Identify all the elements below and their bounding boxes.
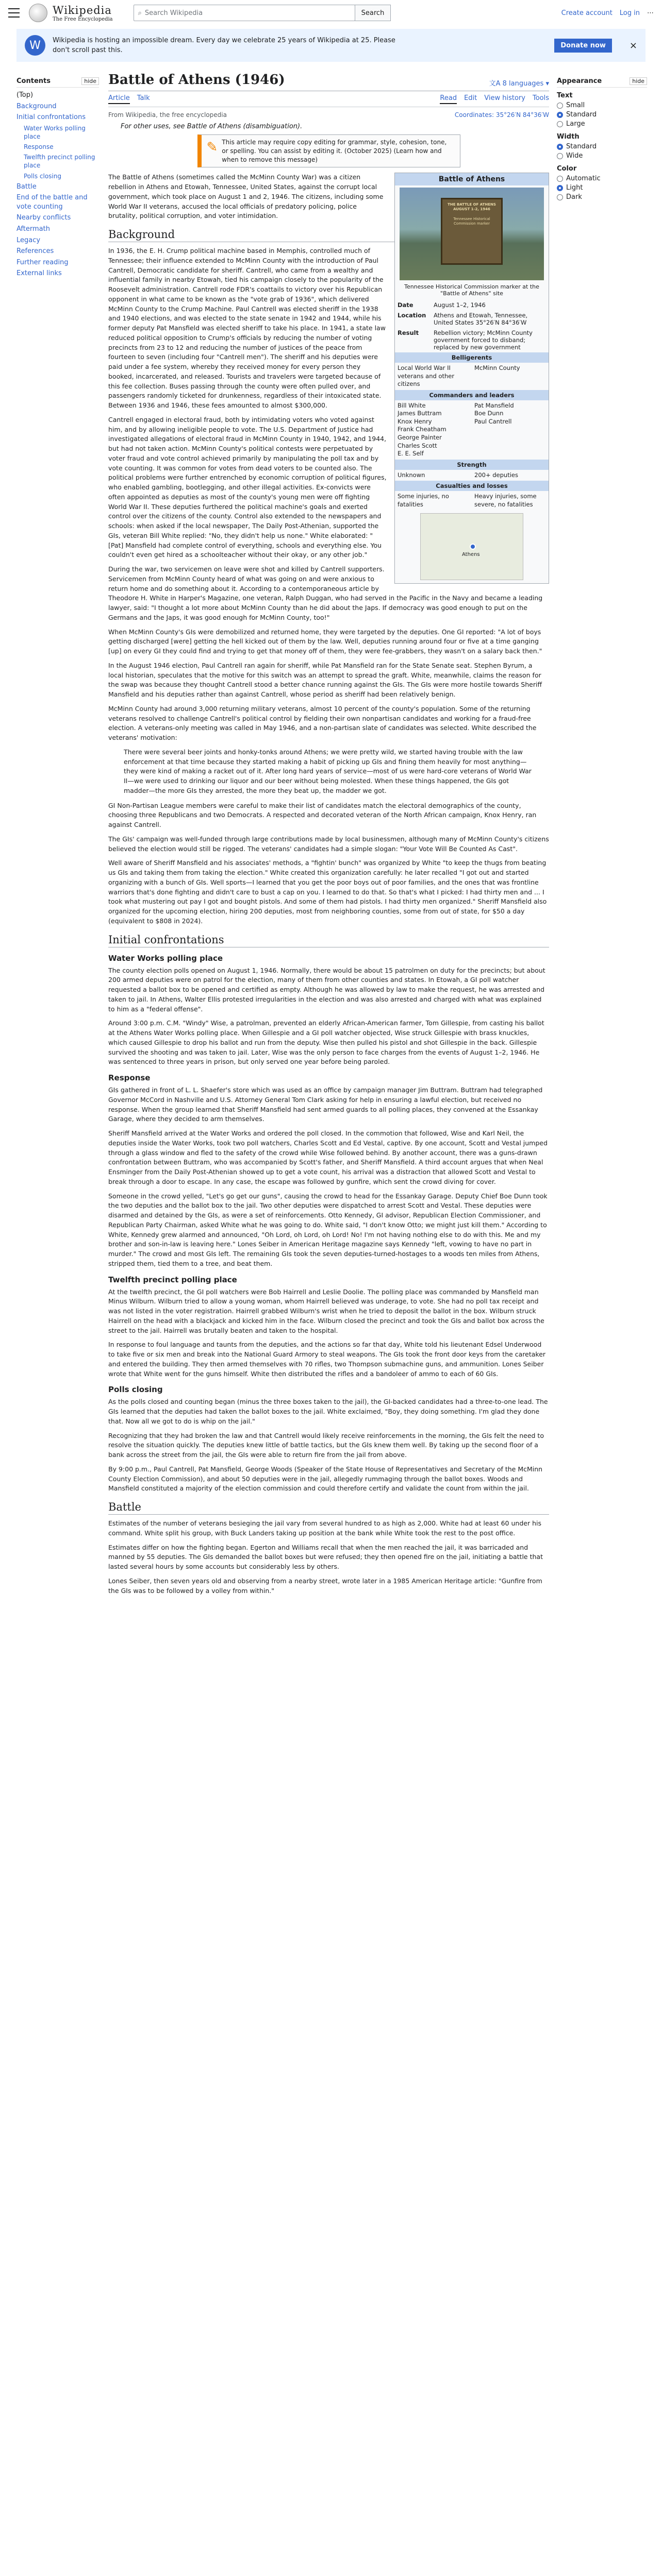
toc-item[interactable]: Twelfth precinct polling place xyxy=(24,154,95,170)
radio-icon[interactable] xyxy=(557,176,563,182)
paragraph: At the twelfth precinct, the GI poll watchers were Bob Hairrell and Leslie Doolie. The polling place was commanded by Mansfield man Minus Wilburn. Wilburn tried to allow a young woman, whom Hairrell believed was underage, to vote. She had no poll tax receipt and was not listed in the voter registration. Hairrell grabbed Wilburn's wrist when he tried to deposit the ballot in the box. Wilburn struck Hairrell on the head with a blackjack and kicked him in the face. Wilburn closed the precinct and took the GIs and ballot box across the street to the jail. Hairrell was brutally beaten and taken to the hospital. xyxy=(108,1287,544,1334)
section-heading: Battle xyxy=(108,1501,549,1515)
map-label: Athens xyxy=(462,552,480,558)
puzzle-icon: W xyxy=(25,35,45,56)
toc-hide-button[interactable]: hide xyxy=(81,77,99,85)
option-label: Automatic xyxy=(566,175,601,182)
wikipedia-logo[interactable] xyxy=(29,4,113,22)
strength-county: 200+ deputies xyxy=(474,471,518,479)
option-label: Standard xyxy=(566,111,597,118)
login-link[interactable]: Log in xyxy=(619,9,640,17)
paragraph: In 1936, the E. H. Crump political machine based in Memphis, controlled much of Tennessee; their influence extended to McMinn County with the introduction of Paul Cantrell, Democratic candidate for sheriff. Cantrell, who came from a wealthy and influential family in nearby Etowah, tied his campaign closely to the popularity of the Roosevelt administration. Cantrell rode FDR's coattails to victory over his Republican opponent in what came to be known as the "vote grab of 1936", which delivered McMinn County to the Crump Machine. Paul Cantrell was elected sheriff in the 1938 and 1940 elections, and was elected to the state senate in 1942 and 1944, while his former deputy Pat Mansfield was elected sheriff to take his place. In 1941, a state law reduced political opposition to Crump's officials by reducing the number of voting precincts from 23 to 12 and reducing the number of justices of the peace from fourteen to seven (including four "Cantrell men"). The sheriff and his deputies were paid under a fee system, whereby they received money for every person they booked, incarcerated, and released. Tourists and travelers were targeted because of this fee collection. Buses passing through the county were often pulled over, and passengers randomly ticketed for drunkenness, regardless of their intoxicated state. Between 1936 and 1946, these fees amounted to almost $300,000. xyxy=(108,247,386,410)
option-label: Standard xyxy=(566,143,597,150)
tab-edit[interactable]: Edit xyxy=(464,94,477,102)
personal-tools xyxy=(561,9,654,17)
paragraph: Someone in the crowd yelled, "Let's go get our guns", causing the crowd to head for the Essankay Garage. Deputy Chief Boe Dunn took the two deputies and the ballot box to the jail. Two other deputies were dispatched to arrest Scott and Vestal. These deputies were disarmed and detained by the GIs, as were a set of reinforcements. Otto Kennedy, GI advisor, Republican Election Commissioner, and Republican Party Chairman, asked White what he was going to do. White said, "I don't know Otto; we might just kill them." According to White, Kennedy grew alarmed and announced, "Oh Lord, oh Lord, oh Lord! No! I'm not having nothing else to do with this. Me and my brother and son-in-law is leaving here." Lones Seiber in American Heritage magazine says Kennedy "left, vowing to have no part in murder." The crowd and most GIs left. The remaining GIs took the seven deputies-turned-hostages to a woods ten miles from Athens, stripped them, tied them to a tree, and beat them. xyxy=(108,1192,548,1267)
copyedit-notice xyxy=(197,134,460,167)
tab-view-history[interactable]: View history xyxy=(484,94,525,102)
tab-article[interactable]: Article xyxy=(108,94,130,104)
paragraph: Sheriff Mansfield arrived at the Water Works and ordered the poll closed. In the commotion that followed, Wise and Karl Neil, the deputies inside the Water Works, took two poll watchers, Charles Scott and Ed Vestal, captive. By one account, Scott and Vestal jumped through a glass window and fled to the safety of the crowd while Wise followed behind. By another account, there was a guns-drawn confrontation between Buttram, who was accompanied by Scott's father, and Sheriff Mansfield. A third account argues that when Neal Ensminger from the Daily Post-Athenian showed up to get a vote count, his arrival was a distraction that allowed Scott and Vestal to break through a door to escape. In any case, the escape was followed by gunfire, which sent the crowd diving for cover. xyxy=(108,1129,548,1185)
toc-item[interactable]: (Top) xyxy=(16,91,34,99)
option-label: Light xyxy=(566,184,583,192)
marker-photo[interactable] xyxy=(400,188,544,280)
broom-icon: ✎ xyxy=(206,140,218,155)
paragraph: Estimates differ on how the fighting began. Egerton and Williams recall that when the men reached the jail, it was barricaded and manned by 55 deputies. The GIs demanded the ballot boxes but were refused; they then opened fire on the jail, initiating a battle that lasted several hours by some accounts but considerably less by others. xyxy=(108,1543,543,1571)
infobox-value: Rebellion victory; McMinn County government forced to disband; replaced by new government xyxy=(434,329,533,351)
commanders-county: Pat Mansfield Boe Dunn Paul Cantrell xyxy=(474,401,514,425)
paragraph: In the August 1946 election, Paul Cantrell ran again for sheriff, while Pat Mansfield ran for the State Senate seat. Stephen Byrum, a local historian, speculates that the motive for this switch was an attempt to spread the graft. White, meanwhile, claims the reason for the swap was because they thought Cantrell stood a better chance running against the GIs. The GIs were more hostile towards Sheriff Mansfield and his deputies rather than against Cantrell, whose period as sheriff had been relatively benign. xyxy=(108,661,542,699)
infobox-title: Battle of Athens xyxy=(395,173,549,185)
paragraph: As the polls closed and counting began (minus the three boxes taken to the jail), the GI-backed candidates had a three-to-one lead. The GIs learned that the deputies had taken the ballot boxes to the jail. White exclaimed, "Boy, they doing something. I'm glad they done that. Now all we got to do is whip on the jail." xyxy=(108,1398,548,1425)
coordinates-link[interactable]: Coordinates: 35°26′N 84°36′W xyxy=(454,111,549,118)
appearance-group xyxy=(557,165,647,201)
appearance-group xyxy=(557,133,647,160)
casualties-rebels: Some injuries, no fatalities xyxy=(398,493,449,508)
brand-name: Wikipedia xyxy=(53,4,112,16)
casualties-county: Heavy injuries, some severe, no fatalities xyxy=(474,493,537,508)
infobox-label: Result xyxy=(398,329,419,337)
paragraph: Recognizing that they had broken the law and that Cantrell would likely receive reinforcements in the morning, the GIs felt the need to resolve the situation quickly. The deputies knew little of battle tactics, but the GIs knew them well. By taking up the second floor of a bank across the street from the jail, the GIs were able to return fire from the jail from above. xyxy=(108,1431,544,1459)
belligerent-county: McMinn County xyxy=(474,364,520,372)
commanders-header: Commanders and leaders xyxy=(395,390,549,400)
plaque-sign: THE BATTLE OF ATHENS AUGUST 1-2, 1946 Tennessee Historical Commission marker xyxy=(441,198,503,265)
paragraph: When McMinn County's GIs were demobilized and returned home, they were targeted by the deputies. One GI reported: "A lot of boys getting discharged [were] getting the hell kicked out of them by the law. Well, deputies running around four or five at a time ganging [up] on every GI they could find and trying to get that money off of them, they were fee-grabbers, they wasn't on a salary back then." xyxy=(108,628,542,655)
toc-item[interactable]: Water Works polling place xyxy=(24,124,86,140)
appearance-panel xyxy=(557,77,647,206)
appearance-option[interactable] xyxy=(557,152,647,160)
paragraph: By 9:00 p.m., Paul Cantrell, Pat Mansfield, George Woods (Speaker of the State House of Representatives and Secretary of the McMinn County Election Commission), and about 50 deputies were in the jail, allegedly rummaging through the ballot boxes. Woods and Mansfield constituted a majority of the election commission and could therefore certify and validate the count from within the jail. xyxy=(108,1465,543,1493)
strength-rebels: Unknown xyxy=(398,471,425,479)
option-label: Wide xyxy=(566,152,583,160)
main-menu-icon[interactable] xyxy=(8,8,20,18)
donate-button[interactable]: Donate now xyxy=(554,39,612,53)
paragraph: GIs gathered in front of L. L. Shaefer's store which was used as an office by campaign manager Jim Buttram. Buttram had telegraphed Governor McCord in Nashville and U.S. Attorney General Tom Clark asking for help in ensuring a lawful election, but received no response. When the group learned that Sheriff Mansfield had sent armed guards to all polling places, they convened at the Essankay Garage, where they decided to arm themselves. xyxy=(108,1086,543,1123)
toc-title: Contents xyxy=(16,77,51,85)
paragraph: Well aware of Sheriff Mansfield and his associates' methods, a "fightin' bunch" was organized by White "to keep the thugs from beating us GIs and taking them from taking the election." White created this organization carefully: he later recalled "I got out and started organizing with a bunch of GIs. Well sports—I learned that you get the poor boys out of poor families, and the ones that was frontline warriors that's done fighting and didn't care to bust a cap on you. I learned to do that. So that's what I picked: I had thirty men and ... I took what mustering out pay I got and bought pistols. And some of them had pistols. I had thirty men organized." Sheriff Mansfield also organized for the upcoming election, hiring 200 deputies, most from neighboring counties, some from out of state, for $50 a day (equivalent to $808 in 2024). xyxy=(108,859,547,925)
hatnote: For other uses, see Battle of Athens (disambiguation). xyxy=(121,123,303,130)
infobox-label: Location xyxy=(398,312,426,319)
paragraph: Around 3:00 p.m. C.M. "Windy" Wise, a patrolman, prevented an elderly African-American farmer, Tom Gillespie, from casting his ballot at the Athens Water Works polling place. When Gillespie and a GI poll watcher objected, Wise struck Gillespie with brass knuckles, which caused Gillespie to drop his ballot and run from the deputy. Wise then pulled his pistol and shot Gillespie in the back. Gillespie survived the shooting and was taken to jail. Later, Wise was the only person to face charges from the events of August 1–2, 1946. He was sentenced to three years in prison, but only served one year before being paroled. xyxy=(108,1019,544,1066)
infobox-label: Date xyxy=(398,301,413,309)
toc-item[interactable]: Initial confrontations xyxy=(16,113,86,122)
table-of-contents xyxy=(16,77,99,280)
appearance-option[interactable] xyxy=(557,101,647,109)
subsection-heading: Polls closing xyxy=(108,1385,163,1395)
page-title: Battle of Athens (1946) xyxy=(108,72,285,88)
location-marker-icon xyxy=(470,544,476,550)
radio-icon[interactable] xyxy=(557,194,563,200)
paragraph: Cantrell engaged in electoral fraud, both by intimidating voters who voted against him, and by allowing ineligible people to vote. The U.S. Department of Justice had investigated allegations of electoral fraud in McMinn County in 1940, 1942, and 1944, but had not taken action. McMinn County's political contests were perpetuated by voter fraud and vote control achieved primarily by manipulating the poll tax and by vote counting. It was common for votes from dead voters to be counted also. The political problems were further entrenched by economic corruption of political figures, who enabled gambling, bootlegging, and other illegal activities. Ex-convicts were often appointed as deputies as most of the county's young men were off fighting World War II. These deputies furthered the political machine's goals and exerted control over the citizens of the county. Control also extended to the newspapers and schools: when asked if the local newspaper, The Daily Post-Athenian, supported the GIs, veteran Bill White replied: "No, they didn't help us none." White elaborated: "[Pat] Mansfield had complete control of everything, schools and everything else. You couldn't even get hired as a schoolteacher without their okay, or any other job." xyxy=(108,415,387,559)
radio-icon[interactable] xyxy=(557,121,563,127)
brand-tagline: The Free Encyclopedia xyxy=(53,16,113,22)
close-icon[interactable]: × xyxy=(629,40,637,51)
radio-icon[interactable] xyxy=(557,144,563,150)
option-label: Dark xyxy=(566,193,582,201)
appearance-option[interactable] xyxy=(557,120,647,128)
paragraph: Lones Seiber, then seven years old and observing from a nearby street, wrote later in a 1985 American Heritage article: "Gunfire from the GIs was to be followed by a volley from within." xyxy=(108,1577,542,1595)
toc-item[interactable]: External links xyxy=(16,269,62,278)
block-quote: There were several beer joints and honky-tonks around Athens; we were pretty wild, we started having trouble with the law enforcement at that time because they started making a habit of picking up GIs and fining them heavily for most anything—they were kind of making a racket out of it. After long hard years of service—most of us were hard-core veterans of World War II—we were used to drinking our liquor and our beer without being molested. When these things happened, the GIs got madder—the more GIs they arrested, the more they beat up, the madder we got. xyxy=(124,748,532,794)
toc-item[interactable]: Background xyxy=(16,102,57,110)
toc-item[interactable]: Further reading xyxy=(16,258,69,266)
tab-talk[interactable]: Talk xyxy=(137,94,150,102)
section-heading: Background xyxy=(108,228,549,242)
subsection-heading: Water Works polling place xyxy=(108,953,223,963)
commanders-rebels: Bill White James Buttram Knox Henry Frank Cheatham George Painter Charles Scott E. E. Self xyxy=(398,401,446,457)
paragraph: The Battle of Athens (sometimes called the McMinn County War) was a citizen rebellion in Athens and Etowah, Tennessee, United States, against the corrupt local government, which took place on August 1 and 2, 1946. The citizens, including some World War II veterans, accused the local officials of predatory policing, police brutality, political corruption, and voter intimidation. xyxy=(108,173,384,220)
subsection-heading: Twelfth precinct polling place xyxy=(108,1275,237,1284)
search-button[interactable]: Search xyxy=(355,5,391,21)
appearance-option[interactable] xyxy=(557,184,647,192)
location-map[interactable] xyxy=(420,513,523,580)
toc-item[interactable]: Aftermath xyxy=(16,225,50,233)
tab-tools[interactable]: Tools xyxy=(532,94,549,102)
appearance-title: Appearance xyxy=(557,77,602,85)
belligerents-header: Belligerents xyxy=(395,352,549,363)
paragraph: During the war, two servicemen on leave were shot and killed by Cantrell supporters. Servicemen from McMinn County heard of what was going on and were anxious to return home and do something about it. According to a contemporaneous article by Theodore H. White in Harper's Magazine, one veteran, Ralph Duggan, who had served in the Pacific in the Navy and became a leading lawyer, said: "I thought a lot more about McMinn County than he did about the Japs. If democracy was good enough to put on the Germans and the Japs, it was good enough for McMinn County, too!" xyxy=(108,565,543,621)
translate-icon: 文A xyxy=(489,80,503,88)
belligerent-rebels: Local World War II veterans and other citizens xyxy=(398,364,455,388)
more-icon[interactable]: ⋯ xyxy=(647,9,654,17)
toc-item[interactable]: End of the battle and vote counting xyxy=(16,194,88,211)
appearance-group-title: Color xyxy=(557,165,577,173)
paragraph: In response to foul language and taunts from the deputies, and the actions so far that day, White told his lieutenant Edsel Underwood to take five or six men and break into the National Guard Armory to steal weapons. The GIs took the front door keys from the caretaker and entered the building. They then armed themselves with 70 rifles, two Thompson submachine guns, and ammunition. Lones Seiber wrote that White went for the guns himself. White then distributed the rifles and a bandoleer of ammo to each of 60 GIs. xyxy=(108,1341,546,1378)
strength-header: Strength xyxy=(395,460,549,470)
infobox xyxy=(394,173,549,584)
toc-item[interactable]: Polls closing xyxy=(24,172,61,180)
search-icon: ⌕ xyxy=(138,9,142,17)
paragraph: The GIs' campaign was well-funded through large contributions made by local businessmen, although many of McMinn County's citizens believed the election would still be rigged. The veterans' candidates had a simple slogan: "Your Vote Will Be Counted As Cast". xyxy=(108,835,549,853)
page-tabs xyxy=(108,94,549,107)
toc-item[interactable]: References xyxy=(16,247,54,256)
appearance-option[interactable] xyxy=(557,193,647,201)
search-input[interactable]: ⌕ Search Wikipedia xyxy=(134,5,355,21)
section-heading: Initial confrontations xyxy=(108,934,549,947)
toc-item[interactable]: Nearby conflicts xyxy=(16,214,71,222)
radio-icon[interactable] xyxy=(557,112,563,118)
paragraph: The county election polls opened on August 1, 1946. Normally, there would be about 15 patrolmen on duty for the precincts; but about 200 armed deputies were on patrol for the election, many of them from other counties and states. In Etowah, a GI poll watcher requested a ballot box to be opened and certified as empty. Although he was allowed by law to make the request, he was arrested and taken to jail. In Athens, Walter Ellis protested irregularities in the election and was also arrested and charged with what was explained to him as a "federal offense". xyxy=(108,966,545,1013)
appearance-option[interactable] xyxy=(557,175,647,182)
article-content xyxy=(108,72,549,1600)
casualties-header: Casualties and losses xyxy=(395,481,549,491)
infobox-value: August 1–2, 1946 xyxy=(434,301,486,309)
appearance-hide-button[interactable]: hide xyxy=(630,77,647,85)
paragraph: GI Non-Partisan League members were careful to make their list of candidates match the electoral demographics of the county, choosing three Republicans and two Democrats. A respected and decorated veteran of the North African campaign, Knox Henry, ran against Cantrell. xyxy=(108,801,537,829)
notice-text: This article may require copy editing for grammar, style, cohesion, tone, or spelling. You can assist by editing it. (October 2025) (Learn how and when to remove this message) xyxy=(222,139,447,163)
globe-icon xyxy=(29,4,47,22)
appearance-group xyxy=(557,92,647,128)
paragraph: McMinn County had around 3,000 returning military veterans, almost 10 percent of the county's population. Some of the returning veterans resolved to challenge Cantrell's political control by fielding their own nonpartisan candidates and working for a fraud-free election. A veterans-only meeting was called in May 1946, and a non-partisan slate of candidates was selected. White described the veterans' motivation: xyxy=(108,704,537,742)
create-account-link[interactable]: Create account xyxy=(561,9,613,17)
radio-icon[interactable] xyxy=(557,153,563,159)
toc-item[interactable]: Battle xyxy=(16,182,37,191)
toc-item[interactable]: Legacy xyxy=(16,236,41,244)
toc-item[interactable]: Response xyxy=(24,143,54,151)
banner-text: Wikipedia is hosting an impossible dream. Every day we celebrate 25 years of Wikipedia at 25. Please don't scroll past this. xyxy=(53,36,395,54)
tab-read[interactable]: Read xyxy=(440,94,457,104)
from-line: From Wikipedia, the free encyclopedia xyxy=(108,111,227,118)
appearance-group-title: Width xyxy=(557,133,580,141)
appearance-option[interactable] xyxy=(557,111,647,118)
radio-icon[interactable] xyxy=(557,103,563,109)
radio-icon[interactable] xyxy=(557,185,563,191)
subsection-heading: Response xyxy=(108,1073,151,1083)
top-bar xyxy=(0,0,662,26)
donation-banner xyxy=(16,29,646,62)
option-label: Large xyxy=(566,120,585,128)
appearance-group-title: Text xyxy=(557,92,573,99)
paragraph: Estimates of the number of veterans besieging the jail vary from several hundred to as high as 2,000. White had at least 60 under his command. White split his group, with Buck Landers taking up position at the bank while White took the rest to the post office. xyxy=(108,1519,541,1537)
language-selector[interactable]: 文A 8 languages ▾ xyxy=(489,80,549,88)
option-label: Small xyxy=(566,101,585,109)
photo-caption: Tennessee Historical Commission marker at the "Battle of Athens" site xyxy=(404,283,539,297)
infobox-value: Athens and Etowah, Tennessee, United States 35°26′N 84°36′W xyxy=(434,312,528,327)
appearance-option[interactable] xyxy=(557,143,647,150)
